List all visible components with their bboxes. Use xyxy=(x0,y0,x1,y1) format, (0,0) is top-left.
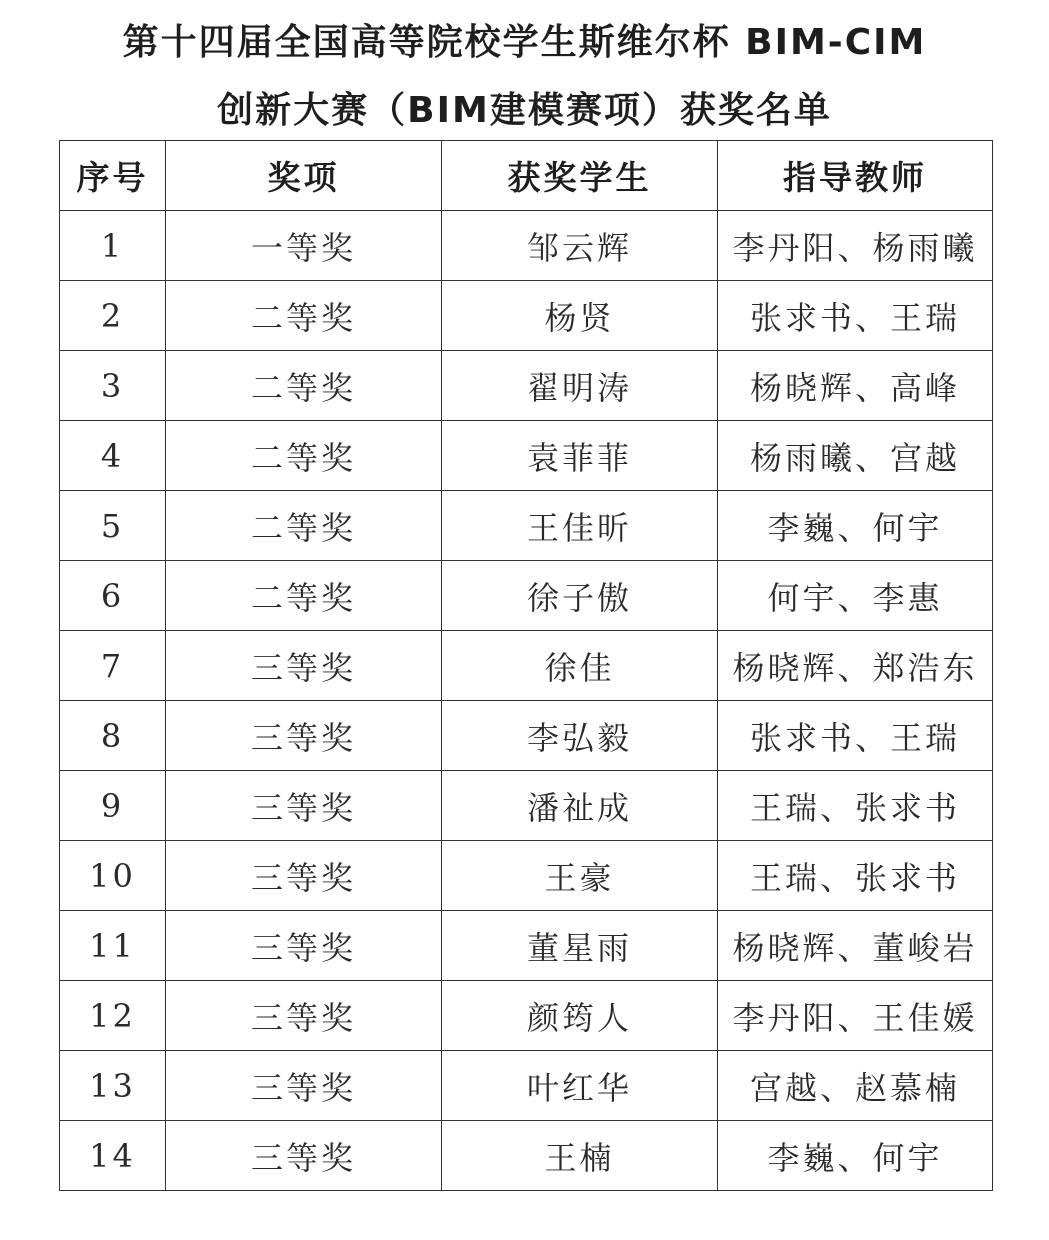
cell-award: 三等奖 xyxy=(166,1121,442,1191)
cell-index: 5 xyxy=(60,491,166,561)
header-index: 序号 xyxy=(60,141,166,211)
cell-teacher: 杨晓辉、郑浩东 xyxy=(718,631,993,701)
cell-award: 二等奖 xyxy=(166,281,442,351)
cell-index: 2 xyxy=(60,281,166,351)
table-row xyxy=(60,421,993,491)
cell-teacher: 王瑞、张求书 xyxy=(718,771,993,841)
cell-teacher: 王瑞、张求书 xyxy=(718,841,993,911)
award-list-table xyxy=(59,140,993,1191)
table-row xyxy=(60,491,993,561)
cell-index: 8 xyxy=(60,701,166,771)
cell-teacher: 张求书、王瑞 xyxy=(718,281,993,351)
cell-index: 4 xyxy=(60,421,166,491)
document-title-line-1: 第十四届全国高等院校学生斯维尔杯 BIM-CIM xyxy=(122,22,927,63)
cell-teacher: 李丹阳、杨雨曦 xyxy=(718,211,993,281)
header-award: 奖项 xyxy=(166,141,442,211)
cell-index: 11 xyxy=(60,911,166,981)
cell-student: 邹云辉 xyxy=(442,211,718,281)
cell-student: 叶红华 xyxy=(442,1051,718,1121)
cell-index: 10 xyxy=(60,841,166,911)
table-row xyxy=(60,351,993,421)
table-row xyxy=(60,631,993,701)
cell-award: 三等奖 xyxy=(166,841,442,911)
document-title-line-2: 创新大赛（BIM建模赛项）获奖名单 xyxy=(217,90,832,131)
cell-teacher: 宫越、赵慕楠 xyxy=(718,1051,993,1121)
cell-teacher: 杨晓辉、高峰 xyxy=(718,351,993,421)
cell-award: 一等奖 xyxy=(166,211,442,281)
cell-index: 14 xyxy=(60,1121,166,1191)
cell-award: 三等奖 xyxy=(166,1051,442,1121)
table-row xyxy=(60,281,993,351)
cell-award: 三等奖 xyxy=(166,911,442,981)
table-row xyxy=(60,561,993,631)
table-row xyxy=(60,701,993,771)
cell-award: 二等奖 xyxy=(166,351,442,421)
cell-teacher: 杨雨曦、宫越 xyxy=(718,421,993,491)
table-header-row xyxy=(60,141,993,211)
table-row xyxy=(60,771,993,841)
cell-award: 二等奖 xyxy=(166,491,442,561)
cell-student: 徐佳 xyxy=(442,631,718,701)
cell-student: 王楠 xyxy=(442,1121,718,1191)
cell-student: 王佳昕 xyxy=(442,491,718,561)
cell-student: 王豪 xyxy=(442,841,718,911)
cell-teacher: 李巍、何宇 xyxy=(718,491,993,561)
cell-index: 6 xyxy=(60,561,166,631)
cell-teacher: 杨晓辉、董峻岩 xyxy=(718,911,993,981)
table-row xyxy=(60,911,993,981)
cell-student: 翟明涛 xyxy=(442,351,718,421)
cell-award: 二等奖 xyxy=(166,561,442,631)
cell-index: 3 xyxy=(60,351,166,421)
header-teacher: 指导教师 xyxy=(718,141,993,211)
cell-index: 1 xyxy=(60,211,166,281)
header-student: 获奖学生 xyxy=(442,141,718,211)
cell-student: 潘祉成 xyxy=(442,771,718,841)
cell-student: 李弘毅 xyxy=(442,701,718,771)
table-row xyxy=(60,1051,993,1121)
cell-index: 12 xyxy=(60,981,166,1051)
cell-teacher: 李丹阳、王佳媛 xyxy=(718,981,993,1051)
cell-index: 13 xyxy=(60,1051,166,1121)
cell-student: 董星雨 xyxy=(442,911,718,981)
cell-award: 三等奖 xyxy=(166,771,442,841)
cell-teacher: 张求书、王瑞 xyxy=(718,701,993,771)
cell-teacher: 李巍、何宇 xyxy=(718,1121,993,1191)
cell-award: 三等奖 xyxy=(166,981,442,1051)
table-row xyxy=(60,981,993,1051)
cell-index: 9 xyxy=(60,771,166,841)
cell-index: 7 xyxy=(60,631,166,701)
cell-award: 三等奖 xyxy=(166,631,442,701)
cell-award: 二等奖 xyxy=(166,421,442,491)
cell-teacher: 何宇、李惠 xyxy=(718,561,993,631)
cell-student: 杨贤 xyxy=(442,281,718,351)
cell-student: 颜筠人 xyxy=(442,981,718,1051)
award-rows xyxy=(60,211,993,1191)
table-row xyxy=(60,1121,993,1191)
table-row xyxy=(60,841,993,911)
cell-award: 三等奖 xyxy=(166,701,442,771)
cell-student: 袁菲菲 xyxy=(442,421,718,491)
table-row xyxy=(60,211,993,281)
cell-student: 徐子傲 xyxy=(442,561,718,631)
